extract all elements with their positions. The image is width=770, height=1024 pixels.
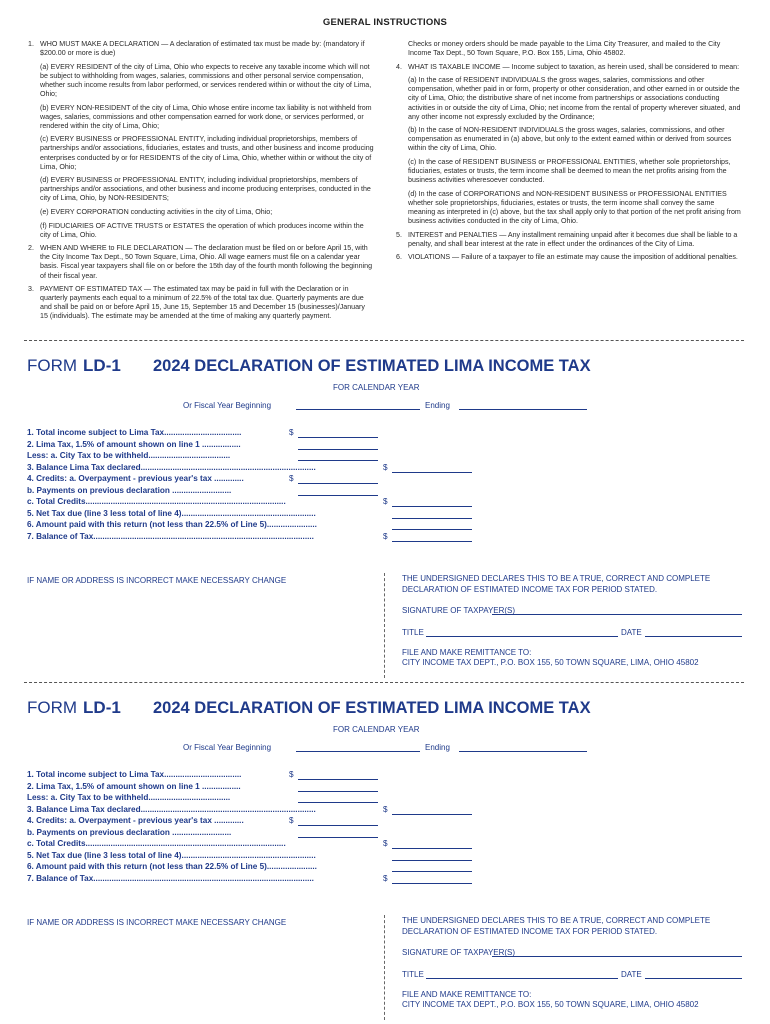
declaration-line-2: DECLARATION OF ESTIMATED INCOME TAX FOR PERIOD STATED. — [402, 585, 658, 594]
declaration-line-1: THE UNDERSIGNED DECLARES THIS TO BE A TRUE, CORRECT AND COMPLETE — [402, 574, 711, 583]
tax-line-label: c. Total Credits........................................................................................ — [27, 497, 286, 506]
date-field[interactable] — [645, 636, 742, 637]
instruction-subitem: (d) EVERY BUSINESS or PROFESSIONAL ENTITY, including individual proprietorships, members of partnerships and/or associations, and other business and income producing enterprises, conducted in the city of Lima, Ohio, by NON-RESIDENTS; — [40, 176, 371, 203]
instruction-subitem: (e) EVERY CORPORATION conducting activities in the city of Lima, Ohio; — [40, 208, 273, 216]
tax-line-amount-field[interactable] — [298, 460, 378, 461]
tax-line-label: 1. Total income subject to Lima Tax.................................. — [27, 770, 242, 779]
instruction-subitem: (b) EVERY NON-RESIDENT of the city of Lima, Ohio whose entire income tax liability is not withheld from wages, salaries, commissions and other compensation earned for work done, or services performed, or rendered within the city of Lima, Ohio; — [40, 103, 372, 130]
instruction-text: WHAT IS TAXABLE INCOME — Income subject to taxation, as herein used, shall be considered to mean: — [408, 62, 740, 71]
instruction-number: 2. — [28, 244, 34, 253]
tax-line-label: 2. Lima Tax, 1.5% of amount shown on line 1 ................. — [27, 439, 241, 449]
address-divider — [384, 915, 385, 1020]
tax-line-amount-field[interactable] — [298, 825, 378, 826]
tax-line-amount-field[interactable] — [392, 529, 472, 530]
tear-line — [24, 682, 744, 683]
form-id — [27, 698, 121, 718]
tax-line-label: 4. Credits: a. Overpayment - previous year's tax ............. — [27, 474, 244, 483]
name-address-note: IF NAME OR ADDRESS IS INCORRECT MAKE NECESSARY CHANGE — [27, 918, 287, 927]
dollar-sign: $ — [383, 497, 388, 506]
dollar-sign: $ — [289, 428, 294, 437]
calendar-year-label: FOR CALENDAR YEAR — [333, 725, 420, 734]
tear-line — [24, 340, 744, 341]
remit-line-2: CITY INCOME TAX DEPT., P.O. BOX 155, 50 TOWN SQUARE, LIMA, OHIO 45802 — [402, 1000, 699, 1009]
tax-line-label: 7. Balance of Tax................................................................................................. — [27, 531, 314, 541]
ending-label: Ending — [425, 401, 450, 410]
instruction-text: WHEN AND WHERE to FILE DECLARATION — The declaration must be filed on or before April 15, with the City Income Tax Dept., 50 Town Square, Lima, Ohio. All wage earners must file on a calendar year basis. Fiscal year taxpayers shall file on or before the 15th day of the fourth month following the beginning of their fiscal year. — [40, 244, 373, 280]
dollar-sign: $ — [289, 816, 294, 825]
date-label: DATE — [621, 970, 642, 979]
fiscal-year-end-field[interactable] — [459, 751, 587, 752]
instruction-subitem: Checks or money orders should be made payable to the Lima City Treasurer, and mailed to the City Income Tax Dept., 50 Town Square, P.O. Box 155, Lima, Ohio 45802. — [408, 40, 721, 58]
signature-field[interactable] — [492, 956, 742, 957]
tax-line-amount-field[interactable] — [392, 472, 472, 473]
title-field[interactable] — [426, 636, 618, 637]
dollar-sign: $ — [383, 462, 388, 472]
instruction-item — [396, 253, 742, 262]
tax-line-label: b. Payments on previous declaration .......................... — [27, 827, 232, 837]
dollar-sign: $ — [383, 531, 388, 541]
form-id — [27, 356, 121, 376]
signature-field[interactable] — [492, 614, 742, 615]
tax-line-amount-field[interactable] — [392, 883, 472, 884]
dollar-sign: $ — [289, 770, 294, 779]
form-code: LD-1 — [83, 698, 121, 717]
tax-line-label: 6. Amount paid with this return (not less than 22.5% of Line 5)...................... — [27, 520, 317, 529]
fiscal-year-begin-field[interactable] — [296, 409, 420, 410]
signature-label: SIGNATURE OF TAXPAYER(S) — [402, 948, 516, 957]
tax-line-amount-field[interactable] — [392, 506, 472, 507]
instruction-subitem: (a) EVERY RESIDENT of the city of Lima, Ohio who expects to receive any taxable income which will not be subject to withholding from wages, salaries, commissions and other personal service compensation, whether such income results from labor performed, or services rendered within or without the city of Lima, Ohio; — [40, 62, 372, 98]
tax-line-label: 4. Credits: a. Overpayment - previous year's tax ............. — [27, 816, 244, 825]
tax-line-label: 6. Amount paid with this return (not less than 22.5% of Line 5)...................... — [27, 862, 317, 871]
tax-line-amount-field[interactable] — [392, 848, 472, 849]
date-field[interactable] — [645, 978, 742, 979]
tax-line-label: Less: a. City Tax to be withheld.................................... — [27, 793, 231, 802]
tax-line-amount-field[interactable] — [392, 814, 472, 815]
tax-line-label: Less: a. City Tax to be withheld.................................... — [27, 451, 231, 460]
instructions-left-column — [28, 40, 374, 326]
instruction-number: 3. — [28, 285, 34, 294]
tax-line-amount-field[interactable] — [298, 495, 378, 496]
general-instructions-title: GENERAL INSTRUCTIONS — [322, 17, 448, 28]
fiscal-year-end-field[interactable] — [459, 409, 587, 410]
tax-line-label: c. Total Credits........................................................................................ — [27, 839, 286, 848]
instruction-item — [396, 231, 742, 249]
instruction-item — [28, 244, 374, 280]
instructions-right-column — [396, 40, 742, 267]
tax-line-label: 5. Net Tax due (line 3 less total of line 4)........................................................... — [27, 850, 316, 860]
fiscal-year-label: Or Fiscal Year Beginning — [183, 401, 272, 410]
remit-line-1: FILE AND MAKE REMITTANCE TO: — [402, 990, 532, 999]
tax-line-amount-field[interactable] — [298, 791, 378, 792]
form-label: FORM — [27, 698, 78, 717]
form-title: 2024 DECLARATION OF ESTIMATED LIMA INCOME TAX — [153, 357, 591, 375]
tax-line-amount-field[interactable] — [392, 541, 472, 542]
tax-line-label: 2. Lima Tax, 1.5% of amount shown on line 1 ................. — [27, 781, 241, 791]
dollar-sign: $ — [383, 873, 388, 883]
form-code: LD-1 — [83, 356, 121, 375]
calendar-year-label: FOR CALENDAR YEAR — [333, 383, 420, 392]
signature-label: SIGNATURE OF TAXPAYER(S) — [402, 606, 516, 615]
dollar-sign: $ — [289, 474, 294, 483]
title-label: TITLE — [402, 628, 424, 637]
tax-line-amount-field[interactable] — [392, 871, 472, 872]
form-label: FORM — [27, 356, 78, 375]
instruction-number: 5. — [396, 230, 402, 239]
instruction-number: 4. — [396, 62, 402, 71]
ending-label: Ending — [425, 743, 450, 752]
tax-line-label: b. Payments on previous declaration .......................... — [27, 485, 232, 495]
instruction-subitem: (b) In the case of NON-RESIDENT INDIVIDUALS the gross wages, salaries, commissions, and other compensation as enumerated in (a) above, but only to the extent earned within or derived from sources within the city of Lima, Ohio. — [408, 126, 732, 153]
instruction-text: VIOLATIONS — Failure of a taxpayer to file an estimate may cause the imposition of additional penalties. — [408, 253, 738, 262]
instruction-text: PAYMENT OF ESTIMATED TAX — The estimated tax may be paid in full with the Declaration or in quarterly payments each equal to a minimum of 22.5% of the total tax due. Quarterly payments are due and shall be paid on or before April 15, June 15, September 15 and December 15 (businesses)/January 15 (individuals). The estimate may be amended at the time of making any quarterly payment. — [40, 285, 365, 321]
fiscal-year-begin-field[interactable] — [296, 751, 420, 752]
instruction-subitem: (f) FIDUCIARIES OF ACTIVE TRUSTS or ESTATES the operation of which produces income within the city of Lima, Ohio. — [40, 221, 364, 239]
title-label: TITLE — [402, 970, 424, 979]
tax-line-amount-field[interactable] — [298, 779, 378, 780]
name-address-note: IF NAME OR ADDRESS IS INCORRECT MAKE NECESSARY CHANGE — [27, 576, 287, 585]
tax-line-label: 7. Balance of Tax................................................................................................. — [27, 873, 314, 883]
instruction-number: 1. — [28, 40, 34, 48]
tax-line-amount-field[interactable] — [298, 437, 378, 438]
tax-line-amount-field[interactable] — [392, 860, 472, 861]
date-label: DATE — [621, 628, 642, 637]
instruction-item — [396, 63, 742, 72]
tax-line-amount-field[interactable] — [298, 802, 378, 803]
tax-line-label: 5. Net Tax due (line 3 less total of line 4)........................................................... — [27, 508, 316, 518]
tax-line-label: 1. Total income subject to Lima Tax.................................. — [27, 428, 242, 437]
instruction-subitem: (c) EVERY BUSINESS or PROFESSIONAL ENTITY, including individual proprietorships, members of partnerships and/or associations, fiduciaries, estates and trusts, and other business and income producing enterprises conducted by or for RESIDENTS of the city of Lima, Ohio, whether within or without the city of Lima, Ohio; — [40, 135, 374, 171]
dollar-sign: $ — [383, 839, 388, 848]
declaration-line-2: DECLARATION OF ESTIMATED INCOME TAX FOR PERIOD STATED. — [402, 927, 658, 936]
tax-line-amount-field[interactable] — [392, 518, 472, 519]
remit-line-1: FILE AND MAKE REMITTANCE TO: — [402, 648, 532, 657]
tax-line-amount-field[interactable] — [298, 483, 378, 484]
remit-line-2: CITY INCOME TAX DEPT., P.O. BOX 155, 50 TOWN SQUARE, LIMA, OHIO 45802 — [402, 658, 699, 667]
instruction-item — [28, 285, 374, 321]
tax-line-amount-field[interactable] — [298, 837, 378, 838]
instruction-text: WHO MUST MAKE A DECLARATION — A declaration of estimated tax must be made by: (mandatory if $200.00 or more is due) — [40, 40, 365, 58]
instruction-text: INTEREST and PENALTIES — Any installment remaining unpaid after it becomes due shall be liable to a penalty, and shall bear interest at the rate in effect under the ordinances of the City of Lima. — [408, 230, 738, 248]
tax-line-label: 3. Balance Lima Tax declared............................................................................. — [27, 804, 316, 814]
title-field[interactable] — [426, 978, 618, 979]
tax-line-label: 3. Balance Lima Tax declared............................................................................. — [27, 462, 316, 472]
form-title: 2024 DECLARATION OF ESTIMATED LIMA INCOME TAX — [153, 699, 591, 717]
dollar-sign: $ — [383, 804, 388, 814]
instruction-subitem: (c) In the case of RESIDENT BUSINESS or PROFESSIONAL ENTITIES, whether sole proprietorships, fiduciaries, estates or trusts, the term income shall be deemed to mean the net profits arising from the business activities wheresoever conducted. — [408, 158, 731, 185]
fiscal-year-label: Or Fiscal Year Beginning — [183, 743, 272, 752]
declaration-line-1: THE UNDERSIGNED DECLARES THIS TO BE A TRUE, CORRECT AND COMPLETE — [402, 916, 711, 925]
instruction-item — [28, 40, 374, 58]
instruction-subitem: (d) In the case of CORPORATIONS and NON-RESIDENT BUSINESS or PROFESSIONAL ENTITIES whether sole proprietorships, fiduciaries, estates or trusts, the term income shall convey the same meaning as interpreted in (c) above, but the tax shall apply only to that portion of the net profit arising from business activities conducted in the city of Lima, Ohio. — [408, 189, 741, 226]
instruction-number: 6. — [396, 253, 402, 262]
tax-line-amount-field[interactable] — [298, 449, 378, 450]
instruction-subitem: (a) In the case of RESIDENT INDIVIDUALS the gross wages, salaries, commissions and other compensation, whether paid in or form, property or other consideration, and other earned in or outside the city of Lima, Ohio; the distributive share of net income from partnerships or associations conducting activities in or outside the city of Lima, Ohio; net income from the rental of property wherever situated, and any other income not expressly excluded by the Ordinance; — [408, 76, 741, 121]
address-divider — [384, 573, 385, 678]
